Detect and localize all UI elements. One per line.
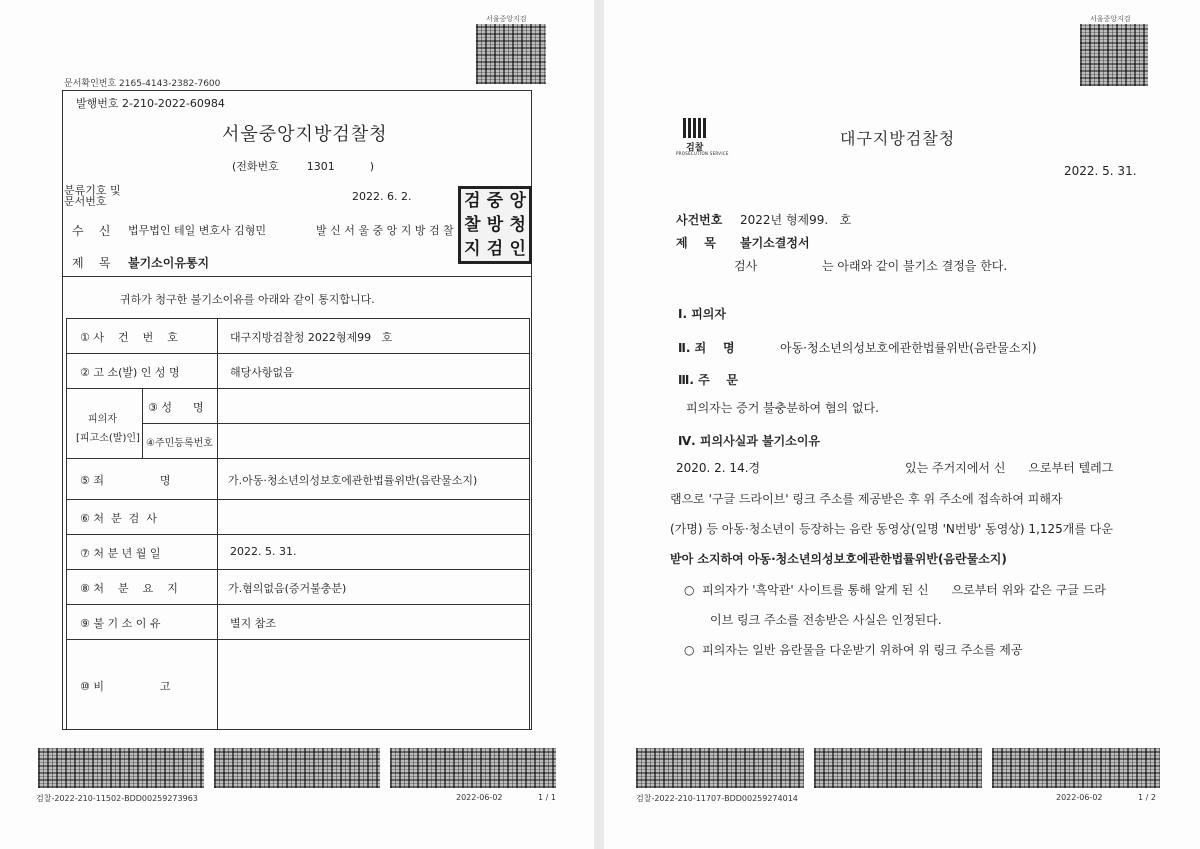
disposition-date-label: ⑦ 처 분 년 월 일 — [80, 547, 161, 560]
disposition-date-value: 2022. 5. 31. — [230, 545, 297, 558]
footer-date: 2022-06-02 — [1056, 793, 1103, 802]
seal-char: 찰 — [464, 214, 481, 235]
row-divider — [142, 423, 529, 424]
footer-barcode — [214, 748, 380, 788]
case-number-label: ① 사 건 번 호 — [80, 331, 178, 344]
suspect-id-label: ④주민등록번호 — [146, 438, 213, 449]
reason-value: 별지 참조 — [230, 617, 277, 630]
document-barcode — [476, 24, 546, 84]
seal-char: 인 — [509, 238, 526, 259]
facts-line: 2020. 2. 14.경 있는 주거지에서 신 으로부터 텔레그 — [676, 461, 1114, 475]
section-facts: Ⅳ. 피의사실과 불기소이유 — [678, 434, 821, 448]
reason-label: ⑨ 불 기 소 이 유 — [80, 617, 161, 630]
subject-divider — [62, 276, 531, 277]
footer-code: 검찰-2022-210-11707-BDD00259274014 — [636, 794, 798, 803]
decision-page — [604, 0, 1200, 849]
logo-text: 검찰 — [686, 143, 704, 153]
row-divider — [66, 639, 529, 640]
bullet-continuation: 이브 링크 주소를 전송받은 사실은 인정된다. — [710, 613, 942, 627]
footer-barcode — [814, 748, 982, 788]
bullet-point: ○ 피의자가 '흑악관' 사이트를 통해 알게 된 신 으로부터 위와 같은 구글 드라 — [684, 583, 1106, 597]
complainant-value: 해당사항없음 — [230, 366, 294, 379]
disposition-summary-value: 가.혐의없음(증거불충분) — [228, 582, 347, 595]
case-number-value: 대구지방검찰청 2022형제99 호 — [230, 331, 393, 344]
notice-date: 2022. 6. 2. — [352, 190, 412, 203]
prosecutor-line: 검사 는 아래와 같이 불기소 결정을 한다. — [734, 259, 1008, 273]
charge-value: 가.아동·청소년의성보호에관한법률위반(음란물소지) — [228, 474, 478, 487]
footer-barcode — [390, 748, 556, 788]
row-divider — [66, 499, 529, 500]
charge-label: ⑤ 죄 명 — [80, 474, 171, 487]
prosecutor-label: ⑥ 처 분 검 사 — [80, 512, 157, 525]
seal-char: 검 — [464, 190, 481, 211]
section-suspect: Ⅰ. 피의자 — [678, 307, 726, 321]
facts-line: 램으로 '구글 드라이브' 링크 주소를 제공받은 후 위 주소에 접속하여 피해자 — [670, 492, 1063, 506]
barcode-caption: 서울중앙지검 — [1090, 15, 1131, 23]
office-title: 대구지방검찰청 — [840, 129, 956, 148]
case-number-label: 사건번호 — [676, 213, 723, 227]
suspect-group-label: 피의자 — [88, 414, 117, 425]
recipient: 법무법인 테일 변호사 김형민 — [128, 224, 267, 237]
section-charge-label: Ⅱ. 죄 명 — [678, 341, 735, 355]
classification-label: 분류기호 및 문서번호 — [64, 184, 121, 208]
phone-number: (전화번호 1301 ) — [232, 160, 375, 173]
footer-barcode — [636, 748, 804, 788]
subject: 불기소결정서 — [740, 236, 810, 250]
issue-number: 발행번호 2-210-2022-60984 — [76, 97, 225, 110]
suspect-name-label: ③ 성 명 — [148, 401, 204, 414]
facts-line: 받아 소지하여 아동·청소년의성보호에관한법률위반(음란물소지) — [670, 552, 1007, 566]
sender: 발 신 서 울 중 앙 지 방 검 찰 — [316, 224, 454, 237]
document-barcode — [1080, 24, 1148, 86]
row-divider — [66, 569, 529, 570]
disposition-summary-label: ⑧ 처 분 요 지 — [80, 582, 178, 595]
subject-label: 제 목 — [72, 256, 111, 270]
case-number-value: 2022년 형제99. 호 — [740, 213, 852, 227]
row-divider — [66, 353, 529, 354]
section-charge-value: 아동·청소년의성보호에관한법률위반(음란물소지) — [780, 341, 1037, 355]
order-text: 피의자는 증거 불충분하여 혐의 없다. — [686, 401, 879, 415]
subject-label: 제 목 — [676, 236, 716, 250]
footer-barcode — [38, 748, 204, 788]
seal-char: 방 — [486, 214, 504, 235]
barcode-caption: 서울중앙지검 — [486, 15, 527, 23]
seal-char: 검 — [486, 238, 504, 259]
logo-subtext: PROSECUTION SERVICE — [676, 151, 729, 156]
seal-char: 중 — [486, 190, 504, 211]
seal-char: 청 — [509, 214, 526, 235]
intro-text: 귀하가 청구한 불기소이유를 아래와 같이 통지합니다. — [120, 293, 375, 306]
row-divider — [66, 388, 529, 389]
remarks-label: ⑩ 비 고 — [80, 680, 171, 693]
suspect-group-sublabel: [피고소(발)인] — [76, 433, 140, 444]
row-divider — [66, 458, 529, 459]
document-confirmation-number: 문서확인번호 2165-4143-2382-7600 — [64, 79, 221, 89]
bullet-point: ○ 피의자는 일반 음란물을 다운받기 위하여 위 링크 주소를 제공 — [684, 643, 1023, 657]
row-divider — [66, 604, 529, 605]
seal-char: 앙 — [509, 190, 526, 211]
footer-code: 검찰-2022-210-11502-BDD00259273963 — [36, 794, 198, 803]
footer-date: 2022-06-02 — [456, 793, 503, 802]
footer-page: 1 / 1 — [538, 793, 556, 802]
recipient-label: 수 신 — [72, 224, 111, 238]
decision-date: 2022. 5. 31. — [1064, 164, 1137, 178]
table-column-divider — [217, 318, 218, 729]
notice-page — [0, 0, 594, 849]
complainant-label: ② 고 소(발) 인 성 명 — [80, 366, 180, 379]
prosecution-logo-icon — [683, 118, 706, 138]
footer-barcode — [992, 748, 1160, 788]
subject: 불기소이유통지 — [128, 256, 210, 270]
footer-page: 1 / 2 — [1138, 793, 1156, 802]
seal-char: 지 — [464, 238, 481, 259]
section-order: Ⅲ. 주 문 — [678, 373, 738, 387]
row-divider — [66, 534, 529, 535]
facts-line: (가명) 등 아동·청소년이 등장하는 음란 동영상(일명 'N번방' 동영상) 1,125개를 다운 — [670, 522, 1113, 536]
official-seal — [458, 186, 532, 264]
office-title: 서울중앙지방검찰청 — [222, 124, 388, 145]
